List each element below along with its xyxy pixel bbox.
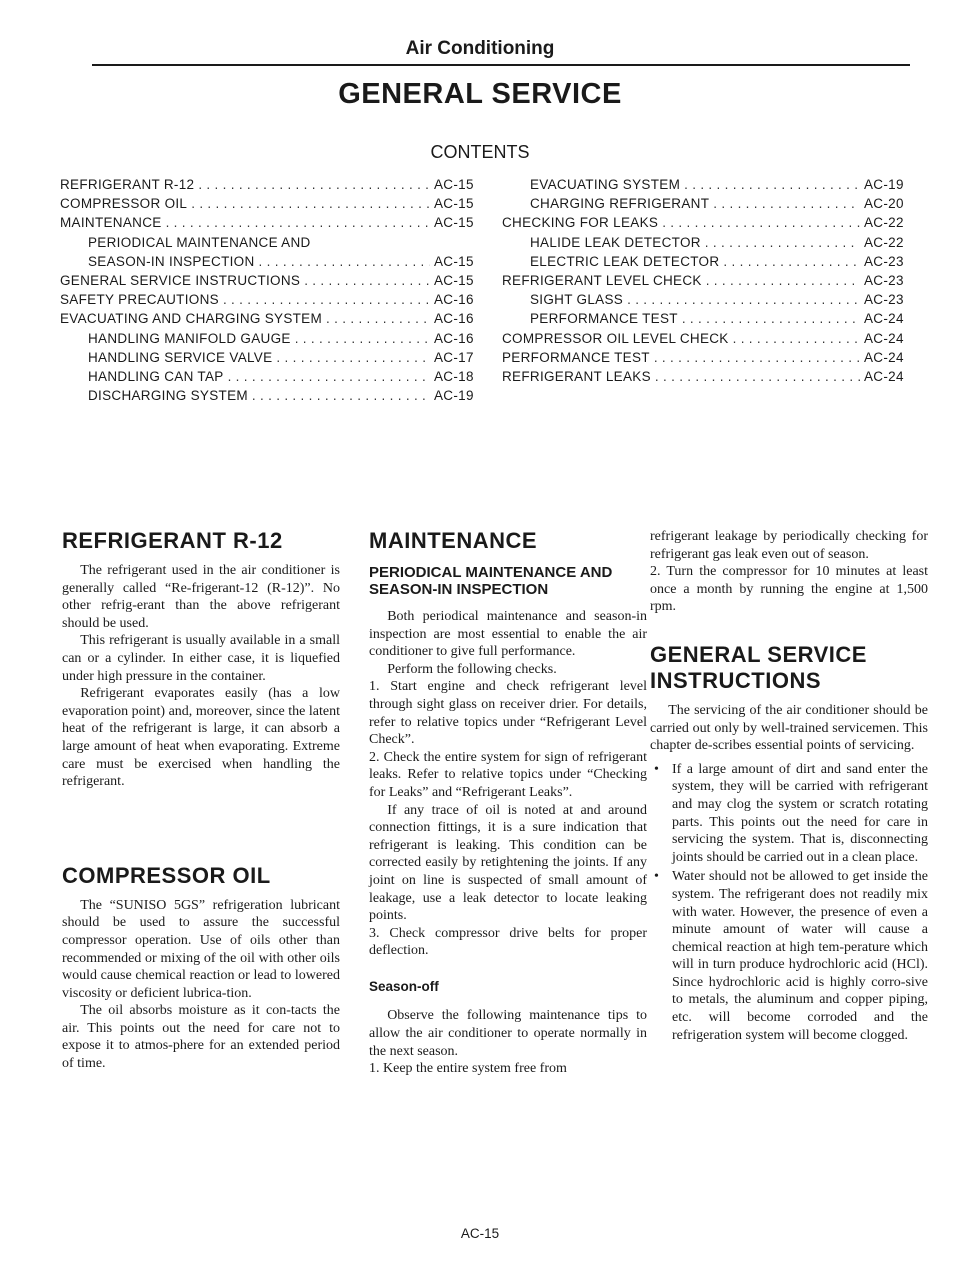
section-heading-refrigerant: REFRIGERANT R-12 xyxy=(62,528,283,553)
toc-leader-dots xyxy=(723,254,860,269)
toc-leader-dots xyxy=(706,273,860,288)
bullet-list xyxy=(650,761,928,1045)
toc-entry-title: PERFORMANCE TEST xyxy=(530,311,678,327)
toc-entry xyxy=(60,388,480,407)
toc-leader-dots xyxy=(684,177,860,192)
toc-entry-page: AC-19 xyxy=(864,177,904,192)
toc-entry-page: AC-23 xyxy=(864,272,904,288)
toc-leader-dots xyxy=(326,311,430,326)
toc-leader-dots xyxy=(228,369,430,384)
toc-entry-title: COMPRESSOR OIL xyxy=(60,196,188,212)
paragraph: Perform the following checks. xyxy=(387,661,557,677)
section-heading-compressor-oil: COMPRESSOR OIL xyxy=(62,862,271,888)
toc-entry xyxy=(60,311,480,330)
header-rule xyxy=(92,64,910,66)
toc-left-column xyxy=(60,177,480,407)
toc-leader-dots xyxy=(252,388,430,403)
toc-entry-title: COMPRESSOR OIL LEVEL CHECK xyxy=(502,330,729,346)
page-number: AC-15 xyxy=(460,1226,500,1241)
toc-entry-page: AC-22 xyxy=(864,215,904,231)
toc-entry-title: SAFETY PRECAUTIONS xyxy=(60,292,219,308)
toc-leader-dots xyxy=(713,196,860,211)
toc-entry xyxy=(60,292,480,311)
toc-entry xyxy=(60,196,480,215)
toc-leader-dots xyxy=(705,235,860,250)
toc-entry-title: PERFORMANCE TEST xyxy=(502,349,650,365)
toc-entry-title: HANDLING SERVICE VALVE xyxy=(88,349,273,365)
paragraph: The “SUNISO 5GS” refrigeration lubricant should be used to assure the successful compressor operation. Use of oils other than recommended or mixing of the oil with other oils would cause chemical reaction or lead to lowered viscosity or deficient lubrica-tion. xyxy=(62,897,340,1001)
toc-entry xyxy=(502,331,910,350)
toc-entry-title: REFRIGERANT R-12 xyxy=(60,177,195,192)
text-column-1 xyxy=(62,528,340,1073)
toc-entry-page: AC-23 xyxy=(864,253,904,269)
toc-entry-page: AC-18 xyxy=(434,368,474,384)
toc-entry-page: AC-15 xyxy=(434,215,474,231)
toc-entry-page: AC-16 xyxy=(434,311,474,327)
bullet-item: • Water should not be allowed to get inside the system. The refrigerant does not readily mix with water. However, the presence of even a minute amount of water will cause a chemical reaction at high tem-perature which will in turn produce hydrochloric acid (HCl). Since hydrochloric acid is highly corro-sive to metals, the aluminum and copper piping, etc. will become corroded and the refrigeration system will become clogged. xyxy=(650,868,928,1044)
toc-entry xyxy=(502,196,910,215)
toc-entry-title: MAINTENANCE xyxy=(60,215,162,231)
subheading-periodical-maintenance: PERIODICAL MAINTENANCE AND SEASON-IN INSPECTION xyxy=(369,564,613,598)
page-title: GENERAL SERVICE xyxy=(338,78,622,110)
toc-entry-page: AC-24 xyxy=(864,368,904,384)
toc-leader-dots xyxy=(295,331,430,346)
toc-entry-title: CHARGING REFRIGERANT xyxy=(530,196,710,212)
section-heading-general-service: GENERAL SERVICE INSTRUCTIONS xyxy=(650,641,867,693)
contents-title: CONTENTS xyxy=(430,142,530,162)
toc-entry-page: AC-24 xyxy=(864,330,904,346)
toc-entry xyxy=(502,235,910,254)
toc-entry-title: REFRIGERANT LEVEL CHECK xyxy=(502,272,702,288)
text-column-2 xyxy=(369,528,647,1078)
toc-entry xyxy=(502,311,910,330)
toc-entry-page: AC-20 xyxy=(864,196,904,212)
toc-entry-page: AC-15 xyxy=(434,272,474,288)
toc-entry-page: AC-22 xyxy=(864,234,904,250)
toc-entry-page: AC-15 xyxy=(434,177,474,192)
toc-leader-dots xyxy=(276,350,430,365)
step: 3. Check compressor drive belts for proper deflection. xyxy=(369,925,647,959)
toc-entry-title: HANDLING CAN TAP xyxy=(88,368,224,384)
toc-leader-dots xyxy=(304,273,430,288)
toc-entry xyxy=(60,273,480,292)
step: 2. Check the entire system for sign of refrigerant leaks. Refer to relative topics under “Checking for Leaks” and “Refrigerant Leaks”. xyxy=(369,749,647,800)
toc-entry xyxy=(60,331,480,350)
paragraph: Observe the following maintenance tips to allow the air conditioner to operate normally in the next season. xyxy=(369,1008,647,1059)
toc-entry-title: HANDLING MANIFOLD GAUGE xyxy=(88,330,291,346)
toc-leader-dots xyxy=(662,215,860,230)
toc-entry xyxy=(502,369,910,388)
step: 2. Turn the compressor for 10 minutes at least once a month by running the engine at 1,500 rpm. xyxy=(650,564,928,615)
toc-leader-dots xyxy=(654,350,860,365)
toc-leader-dots xyxy=(166,215,430,230)
toc-entry-title: ELECTRIC LEAK DETECTOR xyxy=(530,253,720,269)
toc-leader-dots xyxy=(733,331,860,346)
bullet-item: • If a large amount of dirt and sand enter the system, they will be carried with refrigerant and may clog the system or scratch rotating parts. This points out the need for care in servicing the system. That is, disconnecting joints should be carried out in a clean place. xyxy=(650,761,928,867)
subheading-season-off: Season-off xyxy=(369,978,439,994)
toc-entry-title: PERIODICAL MAINTENANCE AND xyxy=(88,234,311,250)
toc-leader-dots xyxy=(627,292,860,307)
toc-leader-dots xyxy=(191,196,430,211)
toc-entry xyxy=(502,292,910,311)
toc-entry xyxy=(60,350,480,369)
toc-entry xyxy=(502,273,910,292)
toc-entry xyxy=(502,254,910,273)
toc-entry xyxy=(502,177,910,196)
toc-entry xyxy=(60,235,480,254)
paragraph: Refrigerant evaporates easily (has a low evaporation point) and, moreover, since the latent heat of the refrigerant is large, it can absorb a large amount of heat when evaporating. Extreme care must be exercised when handling the refrigerant. xyxy=(62,686,340,790)
toc-entry-title: CHECKING FOR LEAKS xyxy=(502,215,659,231)
toc-entry xyxy=(60,254,480,273)
step: 1. Start engine and check refrigerant level through sight glass on receiver drier. For details, refer to relative topics under “Refrigerant Level Check”. xyxy=(369,679,647,748)
paragraph: The refrigerant used in the air conditioner is generally called “Re-frigerant-12 (R-12)”. No other refrig-erant than the above refrigerant should be used. xyxy=(62,563,340,631)
toc-entry xyxy=(60,215,480,234)
toc-leader-dots xyxy=(259,254,430,269)
toc-entry-page: AC-16 xyxy=(434,330,474,346)
paragraph: The oil absorbs moisture as it con-tacts the air. This points out the need for care not to expose it to atmos-phere for an extended period of time. xyxy=(62,1003,340,1072)
toc-leader-dots xyxy=(682,311,860,326)
toc-entry-page: AC-15 xyxy=(434,196,474,212)
toc-entry-page: AC-16 xyxy=(434,292,474,308)
toc-right-column xyxy=(502,177,910,388)
toc-entry-page: AC-15 xyxy=(434,253,474,269)
toc-entry-title: HALIDE LEAK DETECTOR xyxy=(530,234,701,250)
toc-entry-page: AC-24 xyxy=(864,311,904,327)
paragraph: refrigerant leakage by periodically checking for refrigerant gas leak even out of season. xyxy=(650,529,928,562)
toc-entry xyxy=(60,369,480,388)
paragraph: Both periodical maintenance and season-in inspection are most essential to enable the air conditioner to give full performance. xyxy=(369,609,647,660)
section-header: Air Conditioning xyxy=(405,38,555,59)
toc-entry-title: DISCHARGING SYSTEM xyxy=(88,388,248,404)
toc-leader-dots xyxy=(655,369,860,384)
toc-entry-page: AC-24 xyxy=(864,349,904,365)
toc-entry-page: AC-19 xyxy=(434,388,474,404)
toc-entry xyxy=(502,215,910,234)
text-column-3 xyxy=(650,528,928,1046)
toc-entry-title: SEASON-IN INSPECTION xyxy=(88,253,255,269)
step: 1. Keep the entire system free from xyxy=(369,1061,567,1077)
toc-leader-dots xyxy=(198,177,430,192)
toc-entry-page: AC-23 xyxy=(864,292,904,308)
toc-entry xyxy=(502,350,910,369)
paragraph: If any trace of oil is noted at and around connection fittings, it is a sure indication that refrigerant is leaking. This condition can be corrected easily by retightening the joints. If any joint on line is suspected of small amount of leakage, use a leak detector to locate leaking points. xyxy=(369,802,647,924)
toc-entry-title: EVACUATING SYSTEM xyxy=(530,177,681,192)
section-heading-maintenance: MAINTENANCE xyxy=(369,528,538,553)
paragraph: This refrigerant is usually available in a small can or a cylinder. In either case, it is liquefied under high pressure in the container. xyxy=(62,633,340,684)
toc-entry-page: AC-17 xyxy=(434,349,474,365)
toc-leader-dots xyxy=(223,292,430,307)
toc-entry-title: SIGHT GLASS xyxy=(530,292,624,308)
toc-entry-title: EVACUATING AND CHARGING SYSTEM xyxy=(60,311,323,327)
toc-entry xyxy=(60,177,480,196)
toc-entry-title: GENERAL SERVICE INSTRUCTIONS xyxy=(60,272,301,288)
toc-entry-title: REFRIGERANT LEAKS xyxy=(502,368,651,384)
paragraph: The servicing of the air conditioner should be carried out only by well-trained servicemen. This chapter de-scribes essential points of servicing. xyxy=(650,702,928,754)
